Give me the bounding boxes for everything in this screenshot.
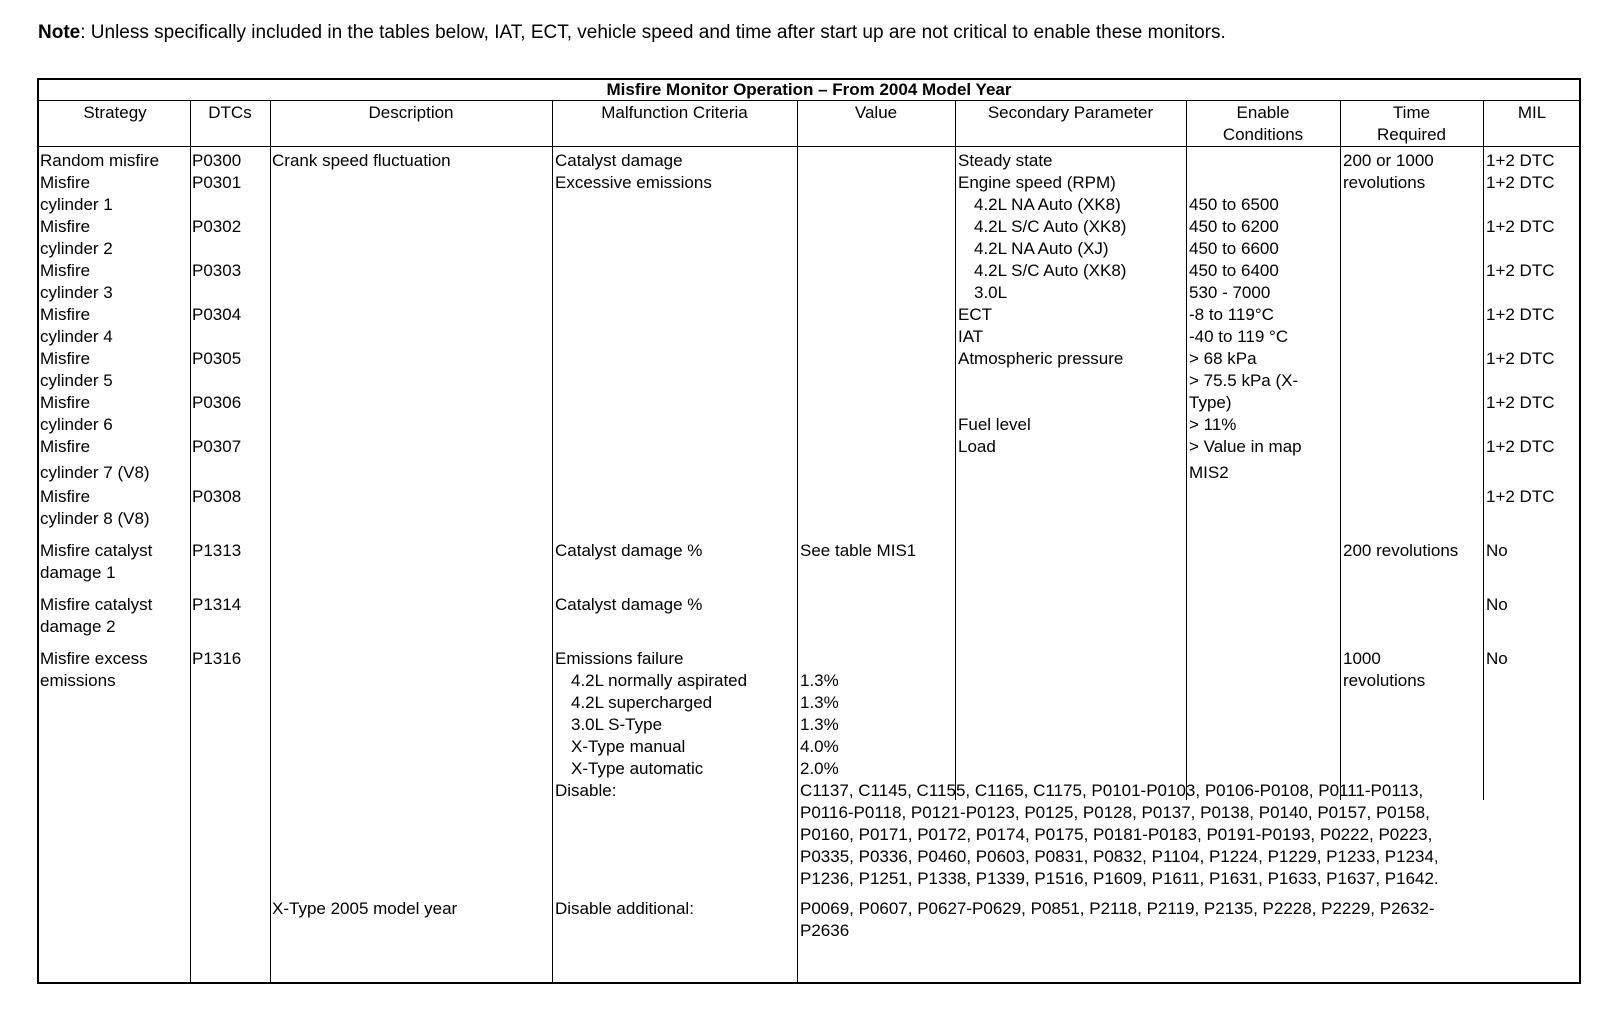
strategy-cell: cylinder 8 (V8) — [40, 509, 150, 528]
strategy-cell: Misfire — [40, 487, 91, 506]
header-secondary: Secondary Parameter — [987, 103, 1154, 122]
enable-cell: -40 to 119 °C — [1189, 327, 1289, 346]
note-label: Note — [38, 22, 81, 43]
time-cell: 200 revolutions — [1343, 541, 1459, 560]
enable-cell: 450 to 6400 — [1189, 261, 1279, 280]
disable-list-line: C1137, C1145, C1155, C1165, C1175, P0101-P0103, P0106-P0108, P0111-P0113, — [800, 781, 1424, 800]
mil-cell: No — [1486, 541, 1508, 560]
mil-cell: 1+2 DTC — [1486, 173, 1555, 192]
title-rule — [37, 100, 1581, 101]
header-time-line1: Time — [1392, 103, 1431, 122]
mil-cell: 1+2 DTC — [1486, 305, 1555, 324]
dtc-cell: P0307 — [192, 437, 242, 456]
strategy-cell: Misfire — [40, 217, 91, 236]
col-divider — [1186, 100, 1187, 800]
disable-additional-line: P0069, P0607, P0627-P0629, P0851, P2118, P2119, P2135, P2228, P2229, P2632- — [800, 899, 1435, 918]
strategy-cell: emissions — [40, 671, 116, 690]
criteria-cell: 3.0L S-Type — [571, 715, 663, 734]
col-divider — [955, 100, 956, 800]
strategy-cell: Random misfire — [40, 151, 160, 170]
secondary-cell: ECT — [958, 305, 992, 324]
criteria-cell: X-Type automatic — [571, 759, 704, 778]
dtc-cell: P1313 — [192, 541, 242, 560]
mil-cell: No — [1486, 649, 1508, 668]
strategy-cell: Misfire catalyst — [40, 595, 153, 614]
header-time — [1340, 102, 1483, 146]
dtc-cell: P0306 — [192, 393, 242, 412]
col-divider — [797, 100, 798, 984]
secondary-cell: 4.2L NA Auto (XK8) — [974, 195, 1121, 214]
strategy-cell: Misfire — [40, 173, 91, 192]
dtc-cell: P0308 — [192, 487, 242, 506]
mil-cell: 1+2 DTC — [1486, 349, 1555, 368]
strategy-cell: damage 1 — [40, 563, 116, 582]
enable-cell: Type) — [1189, 393, 1232, 412]
enable-cell: > 68 kPa — [1189, 349, 1257, 368]
mil-cell: 1+2 DTC — [1486, 151, 1555, 170]
value-cell: 1.3% — [800, 693, 839, 712]
strategy-cell: Misfire — [40, 305, 91, 324]
criteria-cell: Catalyst damage % — [555, 541, 703, 560]
criteria-cell: Disable: — [555, 781, 617, 800]
dtc-cell: P0302 — [192, 217, 242, 236]
strategy-cell: Misfire — [40, 393, 91, 412]
strategy-cell: cylinder 6 — [40, 415, 113, 434]
note-line — [38, 22, 1226, 44]
enable-cell: 450 to 6600 — [1189, 239, 1279, 258]
strategy-cell: Misfire — [40, 437, 91, 456]
enable-cell: 450 to 6500 — [1189, 195, 1279, 214]
time-cell: revolutions — [1343, 173, 1426, 192]
strategy-cell: cylinder 3 — [40, 283, 113, 302]
criteria-cell: Catalyst damage % — [555, 595, 703, 614]
time-cell: revolutions — [1343, 671, 1426, 690]
dtc-cell: P0300 — [192, 151, 242, 170]
disable-list-line: P0160, P0171, P0172, P0174, P0175, P0181-P0183, P0191-P0193, P0222, P0223, — [800, 825, 1433, 844]
strategy-cell: Misfire — [40, 261, 91, 280]
criteria-cell: Emissions failure — [555, 649, 684, 668]
strategy-cell: cylinder 7 (V8) — [40, 463, 150, 482]
description-cell: X-Type 2005 model year — [272, 899, 458, 918]
header-enable — [1186, 102, 1340, 146]
mil-cell: 1+2 DTC — [1486, 217, 1555, 236]
dtc-cell: P0305 — [192, 349, 242, 368]
col-divider — [190, 100, 191, 984]
mil-cell: 1+2 DTC — [1486, 487, 1555, 506]
header-time-line2: Required — [1377, 125, 1446, 144]
secondary-cell: Fuel level — [958, 415, 1031, 434]
time-cell: 200 or 1000 — [1343, 151, 1434, 170]
secondary-cell: 4.2L S/C Auto (XK8) — [974, 261, 1127, 280]
time-cell: 1000 — [1343, 649, 1381, 668]
header-strategy: Strategy — [83, 103, 147, 122]
dtc-cell: P1316 — [192, 649, 242, 668]
col-divider — [1483, 100, 1484, 800]
enable-cell: > 75.5 kPa (X- — [1189, 371, 1299, 390]
criteria-cell: 4.2L supercharged — [571, 693, 713, 712]
enable-cell: 450 to 6200 — [1189, 217, 1279, 236]
secondary-cell: 4.2L S/C Auto (XK8) — [974, 217, 1127, 236]
value-cell: 1.3% — [800, 671, 839, 690]
criteria-cell: Excessive emissions — [555, 173, 712, 192]
header-enable-line2: Conditions — [1222, 125, 1304, 144]
enable-cell: -8 to 119°C — [1189, 305, 1274, 324]
table-title: Misfire Monitor Operation – From 2004 Model Year — [606, 80, 1012, 99]
mil-cell: No — [1486, 595, 1508, 614]
secondary-cell: Atmospheric pressure — [958, 349, 1124, 368]
mil-cell: 1+2 DTC — [1486, 393, 1555, 412]
secondary-cell: 3.0L — [974, 283, 1008, 302]
mil-cell: 1+2 DTC — [1486, 261, 1555, 280]
dtc-cell: P0304 — [192, 305, 242, 324]
disable-list-line: P1236, P1251, P1338, P1339, P1516, P1609, P1611, P1631, P1633, P1637, P1642. — [800, 869, 1439, 888]
strategy-cell: cylinder 1 — [40, 195, 113, 214]
col-divider — [552, 100, 553, 984]
secondary-cell: 4.2L NA Auto (XJ) — [974, 239, 1109, 258]
secondary-cell: Engine speed (RPM) — [958, 173, 1116, 192]
strategy-cell: damage 2 — [40, 617, 116, 636]
dtc-cell: P0301 — [192, 173, 242, 192]
criteria-cell: X-Type manual — [571, 737, 686, 756]
disable-list-line: P0335, P0336, P0460, P0603, P0831, P0832, P1104, P1224, P1229, P1233, P1234, — [800, 847, 1439, 866]
dtc-cell: P1314 — [192, 595, 242, 614]
secondary-cell: Load — [958, 437, 996, 456]
strategy-cell: cylinder 5 — [40, 371, 113, 390]
criteria-cell: Catalyst damage — [555, 151, 683, 170]
value-cell: 1.3% — [800, 715, 839, 734]
strategy-cell: cylinder 4 — [40, 327, 113, 346]
enable-cell: MIS2 — [1189, 463, 1229, 482]
mil-cell: 1+2 DTC — [1486, 437, 1555, 456]
note-text: : Unless specifically included in the tables below, IAT, ECT, vehicle speed and time after start up are not critical to enable these monitors. — [80, 22, 1226, 43]
strategy-cell: Misfire catalyst — [40, 541, 153, 560]
value-cell: 2.0% — [800, 759, 839, 778]
secondary-cell: IAT — [958, 327, 984, 346]
description-cell: Crank speed fluctuation — [272, 151, 451, 170]
header-enable-line1: Enable — [1236, 103, 1290, 122]
secondary-cell: Steady state — [958, 151, 1053, 170]
criteria-cell: 4.2L normally aspirated — [571, 671, 748, 690]
strategy-cell: Misfire excess — [40, 649, 148, 668]
col-divider — [270, 100, 271, 984]
value-cell: See table MIS1 — [800, 541, 917, 560]
header-value: Value — [854, 103, 898, 122]
strategy-cell: cylinder 2 — [40, 239, 113, 258]
disable-additional-line: P2636 — [800, 921, 850, 940]
enable-cell: 530 - 7000 — [1189, 283, 1271, 302]
criteria-cell: Disable additional: — [555, 899, 694, 918]
strategy-cell: Misfire — [40, 349, 91, 368]
enable-cell: > 11% — [1189, 415, 1237, 434]
enable-cell: > Value in map — [1189, 437, 1302, 456]
header-criteria: Malfunction Criteria — [601, 103, 748, 122]
header-dtcs: DTCs — [208, 103, 252, 122]
header-mil: MIL — [1517, 103, 1547, 122]
disable-list-line: P0116-P0118, P0121-P0123, P0125, P0128, P0137, P0138, P0140, P0157, P0158, — [800, 803, 1430, 822]
value-cell: 4.0% — [800, 737, 839, 756]
dtc-cell: P0303 — [192, 261, 242, 280]
header-description: Description — [368, 103, 454, 122]
col-divider — [1340, 100, 1341, 800]
header-rule — [37, 146, 1581, 147]
